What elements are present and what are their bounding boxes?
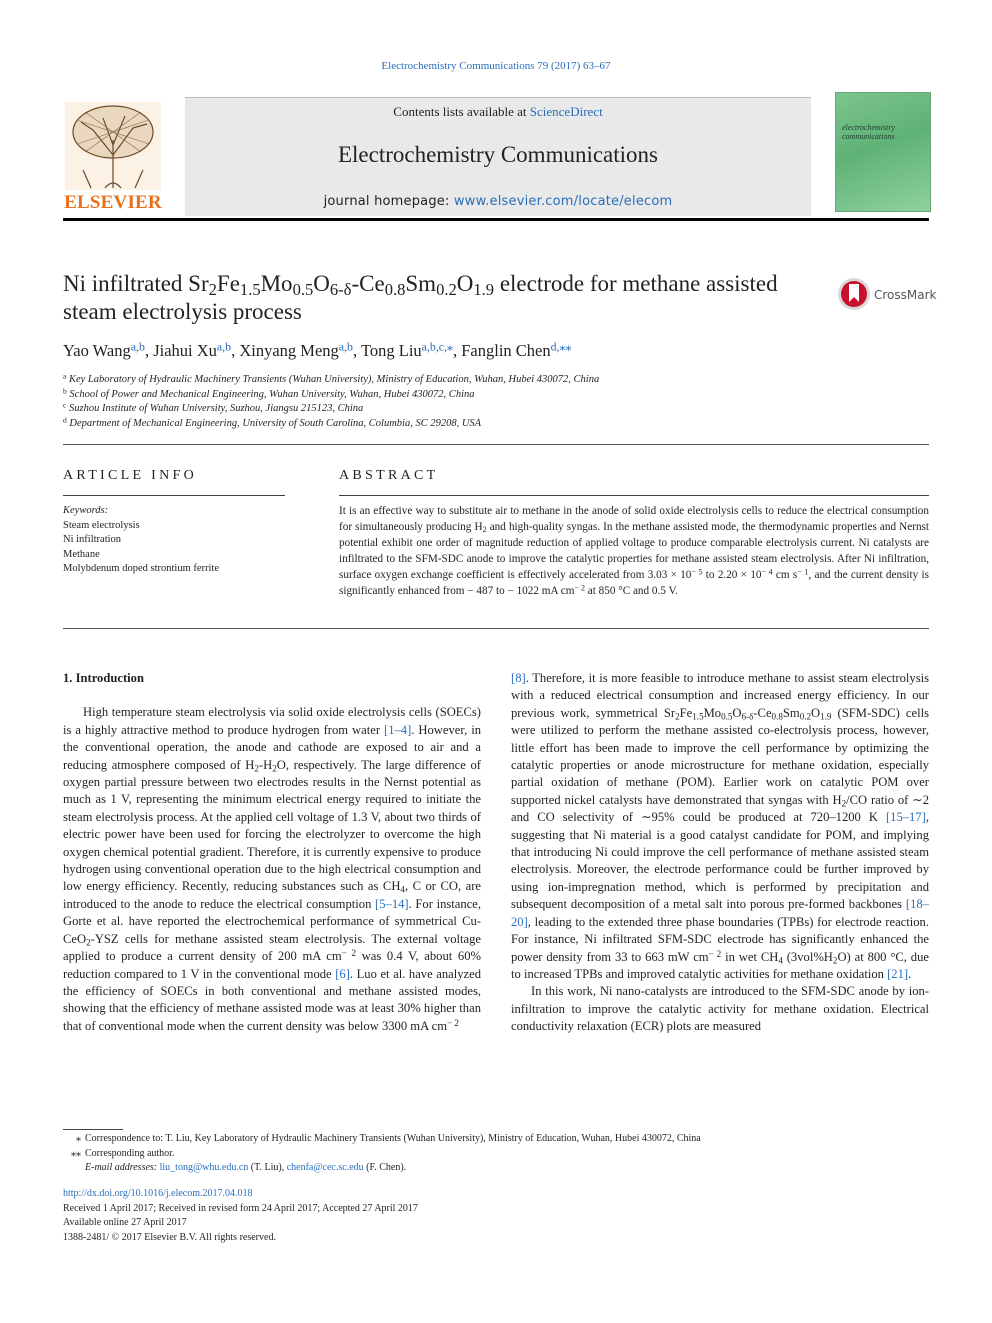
reference-link[interactable]: [15–17] — [885, 810, 926, 825]
journal-homepage-link[interactable]: www.elsevier.com/locate/elecom — [453, 194, 673, 209]
journal-citation-link[interactable]: Electrochemistry Communications 79 (2017) 63–67 — [381, 60, 611, 72]
email-footnote: E-mail addresses: liu_tong@whu.edu.cn (T. Liu), chenfa@cec.sc.edu (F. Chen). — [85, 1162, 407, 1173]
email-link[interactable]: liu_tong@whu.edu.cn — [159, 1162, 249, 1173]
footnote-rule — [63, 1129, 123, 1130]
cover-title: electrochemistry communications — [842, 123, 896, 141]
body-column-right — [511, 670, 929, 1036]
divider — [63, 444, 929, 445]
reference-link[interactable]: [8] — [511, 671, 526, 685]
keywords — [63, 504, 293, 577]
footnote: ⁎⁎ Corresponding author. — [71, 1147, 175, 1159]
abstract-text: It is an effective way to substitute air to methane in the anode of solid oxide electrolysis cells to reduce the electrical consumption for simultaneously producing $H_2$ and high-quality syngas. In the methane assisted mode, the thermodynamic properties and Nernst potential exhibit one order of magnitude reduction of applied voltage to produce comparable electrolysis current. Ni catalysts are infiltrated to the SFM-SDC anode to improve the catalytic properties for methane assisted steam electrolysis. After Ni infiltration, surface oxygen exchange coefficient is effectively accelerated from $3.03 \times 10^{- 5}$ to $2.20 \times 10^{- 4}$ cm $s^{- 1}$, and the current density is significantly enhanced from − 487 to − 1022 mA $cm^{- 2}$ at 850 °C and 0.5 V. — [339, 505, 930, 597]
article-title: Ni infiltrated $Sr_2Fe_{1.5}Mo_{0.5}O_{6-\delta}-Ce_{0.8}Sm_{0.2}O_{1.9}$ electrode for methane assisted steam electrolysis process — [63, 271, 778, 324]
author[interactable]: Tong Liu$^{a,b,c,⁎}$ — [360, 339, 453, 360]
journal-title: Electrochemistry Communications — [337, 142, 658, 167]
affiliation: $^b$ School of Power and Mechanical Engineering, Wuhan University, Wuhan, Hubei 430072, China — [63, 386, 475, 400]
section-title: 1. Introduction — [63, 671, 144, 685]
elsevier-wordmark: ELSEVIER — [64, 192, 162, 213]
author[interactable]: Fanglin Chen$^{d,⁎⁎}$ — [461, 339, 572, 360]
abstract-heading: ABSTRACT — [339, 468, 439, 483]
reference-link[interactable]: [21] — [887, 966, 909, 981]
divider — [63, 628, 929, 629]
keyword[interactable]: Steam electrolysis — [63, 519, 140, 531]
footnote: ⁎ Correspondence to: T. Liu, Key Laboratory of Hydraulic Machinery Transients (Wuhan University), Ministry of Education, Wuhan, Hubei 430072, China — [76, 1133, 701, 1144]
affiliation: $^a$ Key Laboratory of Hydraulic Machinery Transients (Wuhan University), Ministry of Education, Wuhan, Hubei 430072, China — [63, 371, 600, 385]
keyword[interactable]: Methane — [63, 548, 100, 560]
journal-masthead — [185, 97, 811, 216]
affiliations — [63, 373, 923, 431]
body-column-left — [63, 670, 481, 1035]
keywords-label: Keywords: — [63, 505, 109, 516]
paragraph: High temperature steam electrolysis via solid oxide electrolysis cells (SOECs) is a highly attractive method to produce hydrogen from water [1–4]. However, in the conventional operation, the anode and cathode are exposed to air and a reducing atmosphere composed of $H_2-H_2O$, respectively. The large difference of oxygen partial pressure between two electrodes results in the Nernst potential as much as 1 V, representing the minimum electrical energy required to initiate the steam electrolysis process. At the applied cell voltage of 1.3 V, about two thirds of electric power have been used for forcing the electrolyzer to overcome the high oxygen chemical potential gradient. Therefore, it is currently expensive to produce hydrogen using conventional operation due to the high electrical consumption and low energy efficiency. Recently, reducing substances such as $CH_4$, C or CO, are introduced to the anode to reduce the electrical consumption [5–14]. For instance, Gorte et al. have reported the electrochemical performance of symmetrical Cu-CeO$_2$-YSZ cells for methane assisted steam electrolysis. The external voltage applied to produce a current density of 200 mA $cm^{- 2}$ was 0.4 V, about 60% reduction compared to 1 V in the conventional mode [6]. Luo et al. have analyzed the efficiency of SOECs in both conventional and methane assisted modes, showing that the efficiency of methane assisted mode was at least 30% higher than that of conventional mode when the current density was below 3300 mA $cm^{- 2}$ — [63, 705, 482, 1033]
homepage-line: journal homepage: www.elsevier.com/locate/elecom — [323, 194, 673, 209]
copyright: 1388-2481/ © 2017 Elsevier B.V. All rights reserved. — [63, 1231, 276, 1243]
keyword[interactable]: Molybdenum doped strontium ferrite — [63, 563, 220, 574]
affiliation: $^c$ Suzhou Institute of Wuhan University, Suzhou, Jiangsu 215123, China — [63, 400, 364, 414]
tree-icon — [63, 100, 163, 192]
paragraph: [8]. Therefore, it is more feasible to introduce methane to assist steam electrolysis with a reduced electrical consumption and increased energy efficiency. In our previous work, symmetrical $Sr_2Fe_{1.5}Mo_{0.5}O_{6-\delta}-Ce_{0.8}Sm_{0.2}O_{1.9}$ (SFM-SDC) cells were utilized to perform the methane assisted co-electrolysis process, however, little effort has been made to improve the cell performance by optimizing the catalytic properties or anode microstructure for methane oxidation, especially partial oxidation of methane (POM). Earlier work on catalytic POM over supported nickel catalysts have demonstrated that syngas with $H_2/CO$ ratio of ∼2 and CO selectivity of ∼95% could be produced at 720–1200 K [15–17], suggesting that Ni material is a good catalyst candidate for POM, and implying that introducing Ni could improve the cell performance of methane assisted steam electrolysis. Moreover, the electrode performance could be further improved by using ion-impregnation method, which is performed by precipitation and subsequent decomposition of a metal salt into porous pre-formed backbones [18–20], leading to the extended three phase boundaries (TPBs) for electrode reaction. For instance, Ni infiltrated SFM-SDC electrode has significantly enhanced the power density from 33 to 663 mW $cm^{- 2}$ in wet $CH_4$ $(3vol\%H_2O)$ at 800 °C, due to increased TPBs and improved catalytic activities for methane oxidation [21]. — [511, 671, 930, 981]
author[interactable]: Jiahui Xu$^{a,b}$ — [153, 339, 232, 360]
affiliation: $^d$ Department of Mechanical Engineering, University of South Carolina, Columbia, SC 29208, USA — [63, 415, 482, 429]
reference-link[interactable]: [5–14] — [375, 896, 409, 911]
doi-link[interactable]: http://dx.doi.org/10.1016/j.elecom.2017.04.018 — [63, 1188, 253, 1199]
divider — [63, 495, 285, 496]
publication-info — [63, 1187, 663, 1245]
author[interactable]: Yao Wang$^{a,b}$ — [63, 339, 145, 360]
header-rule — [63, 218, 929, 221]
journal-cover-thumbnail[interactable] — [835, 92, 931, 212]
keyword[interactable]: Ni infiltration — [63, 534, 122, 545]
paragraph: In this work, Ni nano-catalysts are introduced to the SFM-SDC anode by ion-infiltration to improve the catalytic activity for methane oxidation. Electrical conductivity relaxation (ECR) plots are measured — [511, 984, 929, 1034]
crossmark-icon — [836, 276, 872, 312]
reference-link[interactable]: [18–20] — [511, 897, 929, 929]
reference-link[interactable]: [6] — [335, 966, 350, 981]
author-list: Yao Wang$^{a,b}$, Jiahui Xu$^{a,b}$, Xinyang Meng$^{a,b}$, Tong Liu$^{a,b,c,⁎}$, Fanglin Chen$^{d,⁎⁎}$ — [63, 339, 572, 360]
sciencedirect-link[interactable]: ScienceDirect — [529, 104, 603, 119]
crossmark-label: CrossMark — [874, 288, 937, 302]
email-link[interactable]: chenfa@cec.sc.edu — [286, 1162, 364, 1173]
contents-line: Contents lists available at ScienceDirect — [393, 104, 603, 119]
history: Received 1 April 2017; Received in revised form 24 April 2017; Accepted 27 April 2017 — [63, 1202, 418, 1214]
footnotes — [63, 1132, 943, 1176]
online-date: Available online 27 April 2017 — [63, 1217, 187, 1228]
author[interactable]: Xinyang Meng$^{a,b}$ — [239, 339, 353, 360]
reference-link[interactable]: [1–4] — [384, 722, 412, 737]
article-info-heading: ARTICLE INFO — [63, 468, 198, 483]
divider — [339, 495, 929, 496]
